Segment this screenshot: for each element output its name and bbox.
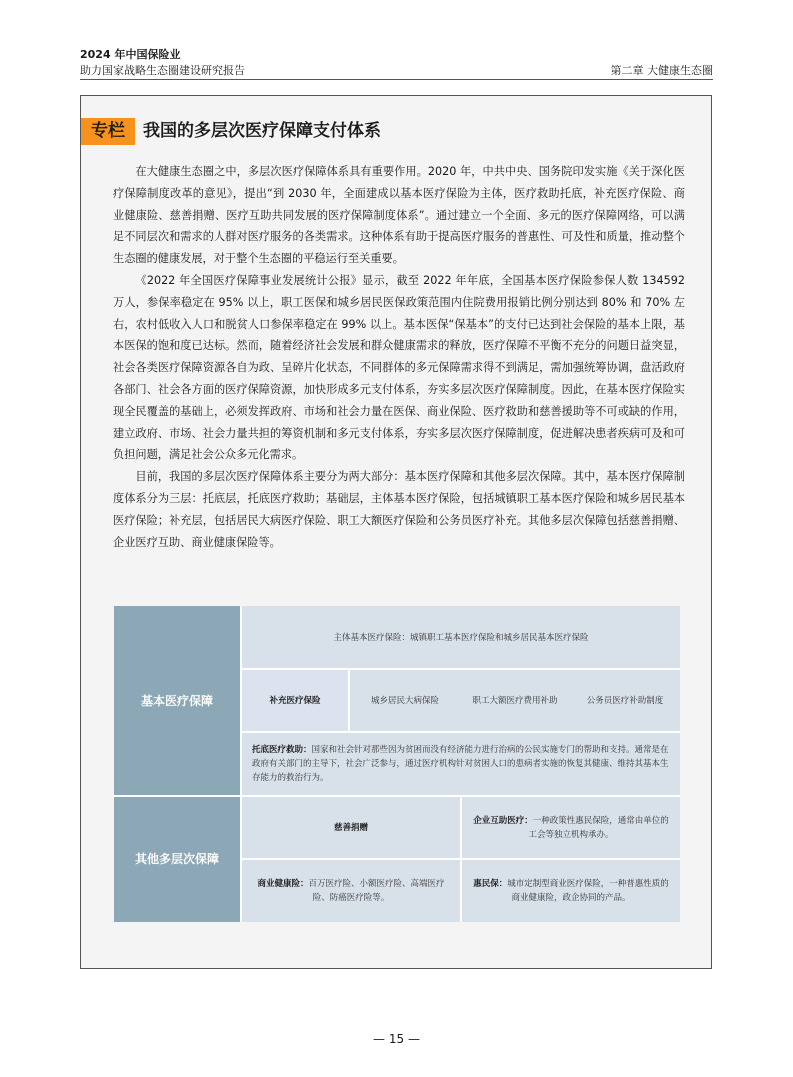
divider (242, 668, 680, 670)
other-security-header: 其他多层次保障 (114, 796, 240, 922)
divider (114, 795, 680, 797)
header-chapter: 第二章 大健康生态圈 (610, 64, 713, 77)
basic-security-header: 基本医疗保障 (114, 606, 240, 796)
huiminbao-label: 惠民保： (473, 878, 508, 889)
paragraph: 目前，我国的多层次医疗保障体系主要分为两大部分：基本医疗保障和其他多层次保障。其中，基本医疗保障制度体系分为三层：托底层，托底医疗救助；基础层，主体基本医疗保险，包括城镇职工基本医疗保险和城乡居民基本医疗保险；补充层，包括居民大病医疗保险、职工大额医疗保险和公务员医疗补充。其他多层次保障包括慈善捐赠、企业医疗互助、商业健康保险等。 (113, 470, 685, 549)
mutual-aid-cell (462, 796, 680, 859)
insurance-structure-diagram (114, 606, 680, 922)
commercial-label: 商业健康险： (257, 878, 309, 889)
divider (240, 606, 242, 922)
supplement-label: 补充医疗保险 (242, 669, 348, 732)
main-insurance-row: 主体基本医疗保险：城镇职工基本医疗保险和城乡居民基本医疗保险 (333, 632, 589, 643)
paragraph: 在大健康生态圈之中，多层次医疗保障体系具有重要作用。2020 年，中共中央、国务院印发实施《关于深化医疗保障制度改革的意见》，提出“到 2030 年，全面建成以基本医疗保险为主体，医疗救助托底，补充医疗保险、商业健康险、慈善捐赠、医疗互助共同发展的医疗保障制度体系”。通过建立一个全面、多元的医疗保障网络，可以满足不同层次和需求的人群对医疗服务的各类需求。这种体系有助于提高医疗服务的普惠性、可及性和质量，推动整个生态圈的健康发展，对于整个生态圈的平稳运行至关重要。 (113, 165, 685, 266)
commercial-text: 百万医疗险、小额医疗险、高端医疗险、防癌医疗险等。 (308, 878, 445, 903)
floor-text: 国家和社会针对那些因为贫困而没有经济能力进行治病的公民实施专门的帮助和支持。通常是在政府有关部门的主导下，社会广泛参与，通过医疗机构针对贫困人口的患病者实施的恢复其健康、维持其基本生存能力的救治行为。 (252, 745, 669, 783)
feature-title: 我国的多层次医疗保障支付体系 (143, 121, 381, 141)
supplement-item: 城乡居民大病保险 (370, 695, 439, 706)
huiminbao-cell (462, 859, 680, 922)
paragraph: 《2022 年全国医疗保障事业发展统计公报》显示，截至 2022 年年底，全国基本医疗保险参保人数 134592 万人，参保率稳定在 95% 以上，职工医保和城乡居民医保政策范围内住院费用报销比例分别达到 80% 和 70% 左右，农村低收入人口和脱贫人口参保率稳定在 99% 以上。基本医保“保基本”的支付已达到社会保险的基本上限，基本医保的饱和度已达标。然而，随着经济社会发展和群众健康需求的释放，医疗保障不平衡不充分的问题日益突显，社会各类医疗保障资源各自为政、呈碎片化状态，不同群体的多元保障需求得不到满足，需加强统筹协调，盘活政府各部门、社会各方面的医疗保障资源，加快形成多元支付体系，夯实多层次医疗保障制度。因此，在基本医疗保险实现全民覆盖的基础上，必须发挥政府、市场和社会力量在医保、商业保险、医疗救助和慈善援助等不可或缺的作用，建立政府、市场、社会力量共担的筹资机制和多元支付体系，夯实多层次医疗保障制度，促进解决患者疾病可及和可负担问题，满足社会公众多元化需求。 (113, 273, 685, 462)
floor-label: 托底医疗救助： (252, 745, 312, 755)
charity-cell: 慈善捐赠 (333, 822, 368, 833)
commercial-health-cell (242, 859, 460, 922)
supplement-item: 公务员医疗补助制度 (586, 695, 664, 706)
header-title: 2024 年中国保险业 (80, 48, 181, 61)
floor-assistance-cell (242, 732, 680, 796)
divider (348, 669, 350, 732)
feature-body (113, 161, 685, 553)
header-rule (80, 79, 713, 80)
divider (242, 731, 680, 733)
huiminbao-text: 城市定制型商业医疗保险，一种普惠性质的商业健康险，政企协同的产品。 (507, 878, 669, 903)
page-number: — 15 — (373, 1032, 420, 1046)
supplement-item: 职工大额医疗费用补助 (472, 695, 558, 706)
divider (460, 796, 462, 922)
mutual-text: 一种政策性惠民保险，通常由单位的工会等独立机构承办。 (528, 815, 669, 840)
feature-tag: 专栏 (81, 118, 135, 145)
header-subtitle: 助力国家战略生态圈建设研究报告 (80, 64, 245, 77)
mutual-label: 企业互助医疗： (473, 815, 533, 826)
